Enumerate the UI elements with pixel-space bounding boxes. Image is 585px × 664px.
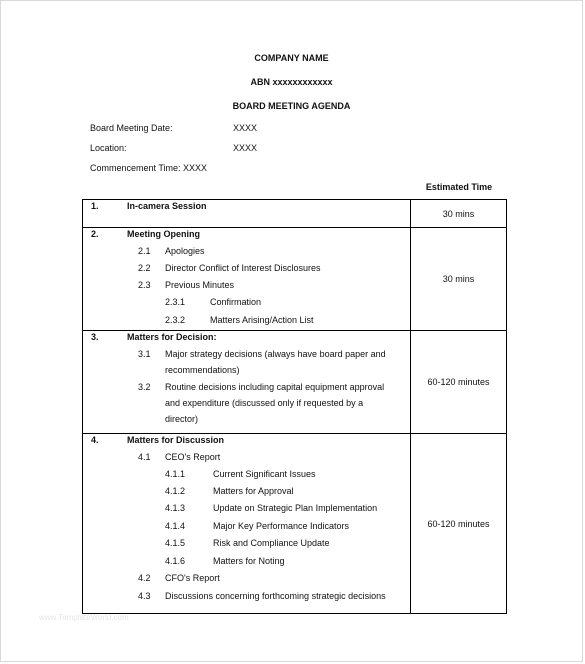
item-text: Matters for Noting (213, 556, 285, 566)
item-text: Major Key Performance Indicators (213, 521, 350, 531)
section-title: In-camera Session (127, 201, 207, 211)
table-row (83, 331, 507, 434)
item-text: Major strategy decisions (always have board paper and (165, 349, 386, 359)
agenda-title: BOARD MEETING AGENDA (232, 101, 351, 111)
location-value: XXXX (233, 143, 258, 153)
item-number: 4.3 (138, 591, 151, 601)
section-title: Matters for Discussion (127, 435, 225, 445)
item-number: 4.1.6 (165, 556, 186, 566)
item-text: Matters for Approval (213, 486, 294, 496)
item-text-continued: recommendations) (165, 365, 240, 375)
section-time: 30 mins (411, 228, 507, 331)
item-number: 4.1.1 (165, 469, 186, 479)
section-time: 60-120 minutes (411, 331, 507, 434)
item-number: 4.2 (138, 573, 151, 583)
item-number: 2.2 (138, 263, 151, 273)
section-time: 60-120 minutes (411, 434, 507, 614)
section-time: 30 mins (411, 200, 507, 228)
section-number: 1. (91, 201, 99, 211)
table-row (83, 228, 507, 331)
abn-line: ABN xxxxxxxxxxxx (250, 77, 333, 87)
commencement-time: Commencement Time: XXXX (90, 163, 208, 173)
item-text: Previous Minutes (165, 280, 235, 290)
item-number: 3.2 (138, 382, 151, 392)
watermark: www.TemplateWorld.com (39, 613, 129, 622)
item-text: Update on Strategic Plan Implementation (213, 503, 378, 513)
item-text: Confirmation (210, 297, 262, 307)
section-title: Matters for Decision: (127, 332, 217, 342)
item-number: 4.1.2 (165, 486, 186, 496)
item-text: Risk and Compliance Update (213, 538, 330, 548)
item-number: 2.3 (138, 280, 151, 290)
item-text: Matters Arising/Action List (210, 315, 314, 325)
section-number: 3. (91, 332, 99, 342)
item-text: Apologies (165, 246, 205, 256)
meeting-date-label: Board Meeting Date: (90, 123, 173, 133)
table-row (83, 200, 507, 228)
section-number: 2. (91, 229, 99, 239)
company-name: COMPANY NAME (254, 53, 329, 63)
item-number: 4.1.4 (165, 521, 186, 531)
item-text: CFO's Report (165, 573, 220, 583)
section-title: Meeting Opening (127, 229, 200, 239)
location-label: Location: (90, 143, 127, 153)
item-text: Current Significant Issues (213, 469, 316, 479)
item-text: CEO's Report (165, 452, 221, 462)
item-number: 4.1.5 (165, 538, 186, 548)
agenda-table (82, 199, 507, 614)
item-number: 2.1 (138, 246, 151, 256)
item-number: 4.1 (138, 452, 151, 462)
meeting-date-value: XXXX (233, 123, 258, 133)
item-text: Director Conflict of Interest Disclosures (165, 263, 321, 273)
item-number: 4.1.3 (165, 503, 186, 513)
table-row (83, 434, 507, 614)
item-number: 3.1 (138, 349, 151, 359)
item-number: 2.3.1 (165, 297, 186, 307)
section-number: 4. (91, 435, 99, 445)
estimated-time-header: Estimated Time (425, 182, 493, 192)
item-text-continued: director) (165, 414, 199, 424)
item-text: Discussions concerning forthcoming strategic decisions (165, 591, 386, 601)
item-text-continued: and expenditure (discussed only if requested by a (165, 398, 364, 408)
item-number: 2.3.2 (165, 315, 186, 325)
item-text: Routine decisions including capital equipment approval (165, 382, 385, 392)
